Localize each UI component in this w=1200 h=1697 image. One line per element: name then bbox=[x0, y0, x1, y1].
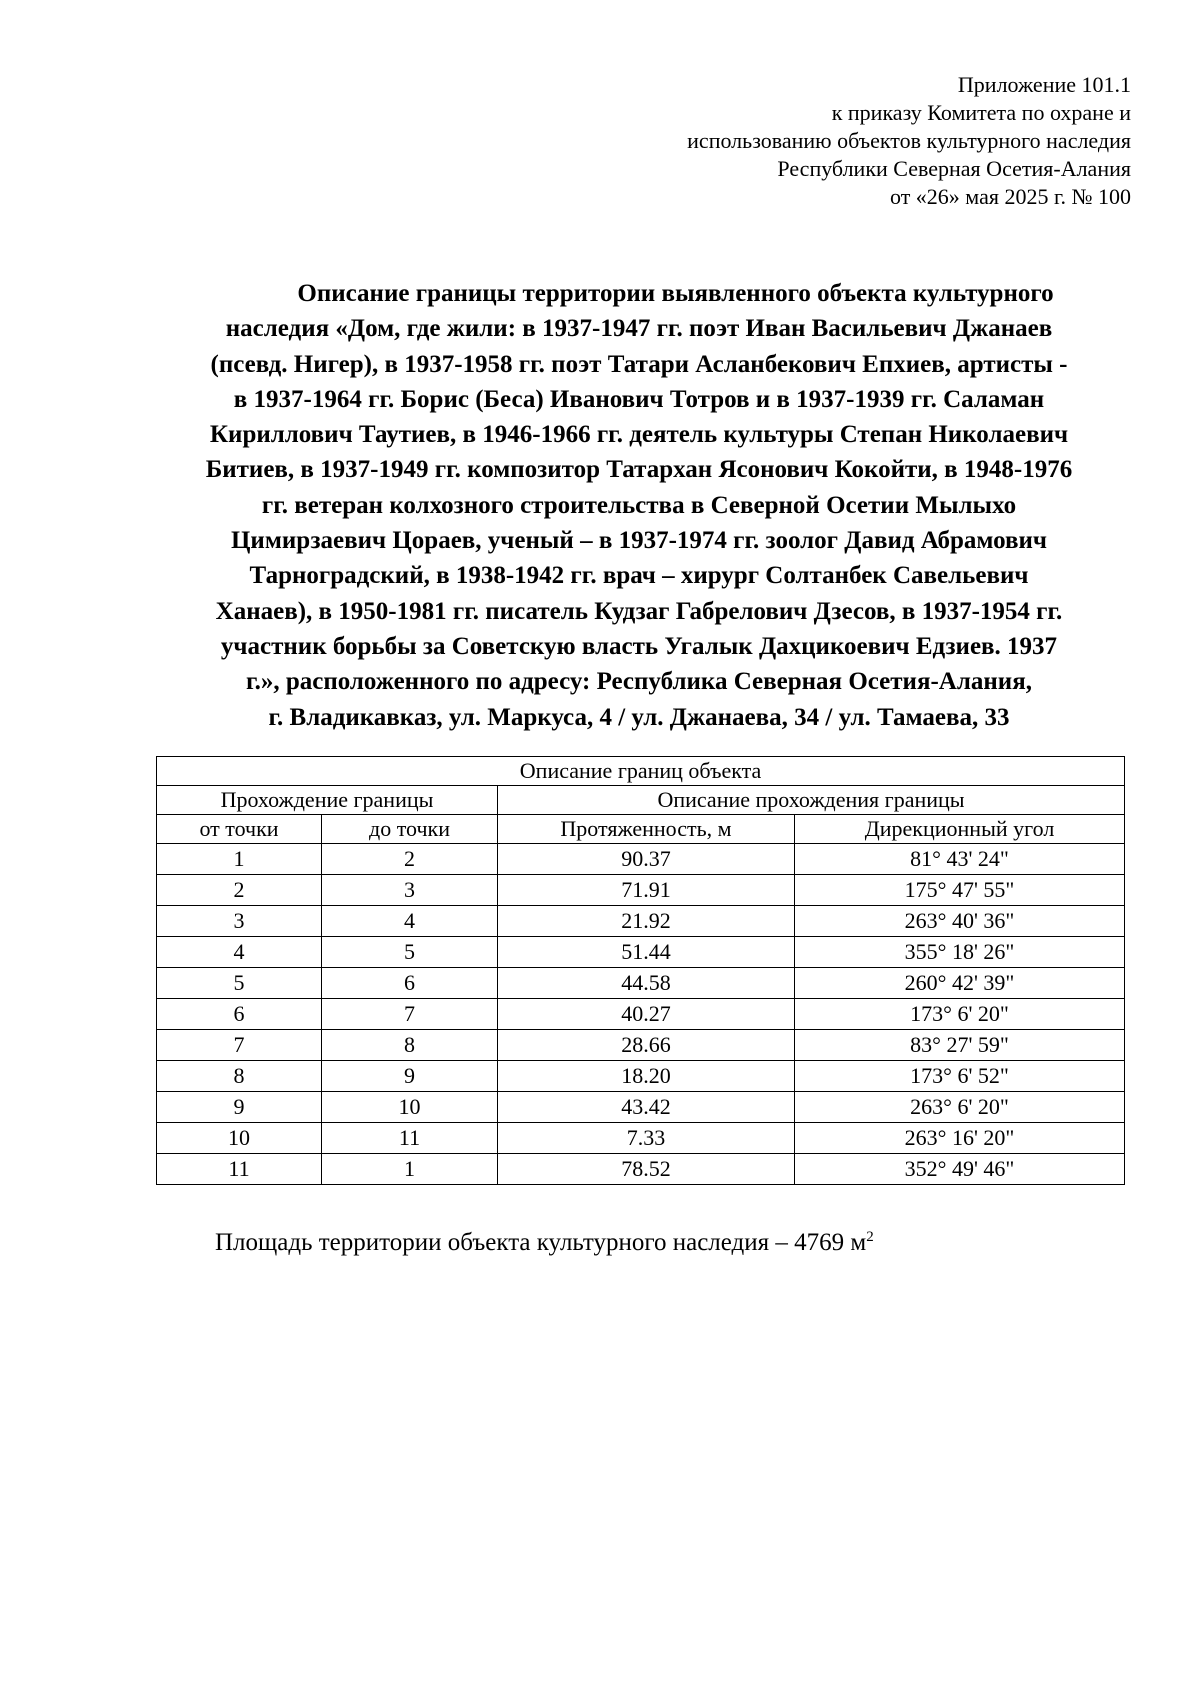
cell-length: 90.37 bbox=[498, 844, 795, 875]
table-row bbox=[157, 875, 1125, 906]
cell-length: 51.44 bbox=[498, 937, 795, 968]
title-line: Кириллович Таутиев, в 1946-1966 гг. деятель культуры Степан Николаевич bbox=[209, 421, 1069, 449]
column-header-angle: Дирекционный угол bbox=[795, 815, 1125, 844]
title-line: участник борьбы за Советскую власть Угалык Дахцикоевич Едзиев. 1937 bbox=[220, 632, 1058, 660]
cell-length: 40.27 bbox=[498, 999, 795, 1030]
column-header-to: до точки bbox=[322, 815, 498, 844]
appendix-line: Республики Северная Осетия-Алания bbox=[777, 156, 1131, 181]
table-caption: Описание границ объекта bbox=[157, 757, 1125, 786]
table-row bbox=[157, 906, 1125, 937]
table-row bbox=[157, 937, 1125, 968]
cell-from-point: 5 bbox=[157, 968, 322, 999]
area-statement bbox=[215, 1226, 874, 1260]
cell-length: 18.20 bbox=[498, 1061, 795, 1092]
cell-from-point: 2 bbox=[157, 875, 322, 906]
table-row bbox=[157, 1154, 1125, 1185]
title-line: (псевд. Нигер), в 1937-1958 гг. поэт Татари Асланбекович Епхиев, артисты - bbox=[210, 350, 1068, 378]
cell-to-point: 1 bbox=[322, 1154, 498, 1185]
table-row bbox=[157, 1061, 1125, 1092]
cell-angle: 83° 27' 59" bbox=[795, 1030, 1125, 1061]
cell-length: 43.42 bbox=[498, 1092, 795, 1123]
area-text: Площадь территории объекта культурного наследия – 4769 м bbox=[215, 1229, 867, 1256]
cell-from-point: 8 bbox=[157, 1061, 322, 1092]
table-caption-row bbox=[157, 757, 1125, 786]
cell-angle: 263° 16' 20" bbox=[795, 1123, 1125, 1154]
cell-to-point: 4 bbox=[322, 906, 498, 937]
title-line: г. Владикавказ, ул. Маркуса, 4 / ул. Джанаева, 34 / ул. Тамаева, 33 bbox=[268, 703, 1010, 731]
cell-angle: 175° 47' 55" bbox=[795, 875, 1125, 906]
cell-to-point: 2 bbox=[322, 844, 498, 875]
appendix-header bbox=[431, 71, 1131, 211]
cell-from-point: 4 bbox=[157, 937, 322, 968]
cell-from-point: 7 bbox=[157, 1030, 322, 1061]
table-row bbox=[157, 1030, 1125, 1061]
title-line: гг. ветеран колхозного строительства в Северной Осетии Мылыхо bbox=[261, 491, 1017, 519]
cell-angle: 260° 42' 39" bbox=[795, 968, 1125, 999]
cell-from-point: 11 bbox=[157, 1154, 322, 1185]
cell-angle: 352° 49' 46" bbox=[795, 1154, 1125, 1185]
table-row bbox=[157, 1092, 1125, 1123]
cell-length: 21.92 bbox=[498, 906, 795, 937]
cell-length: 7.33 bbox=[498, 1123, 795, 1154]
cell-to-point: 6 bbox=[322, 968, 498, 999]
cell-to-point: 10 bbox=[322, 1092, 498, 1123]
boundary-table bbox=[156, 756, 1125, 1185]
cell-angle: 263° 40' 36" bbox=[795, 906, 1125, 937]
cell-from-point: 1 bbox=[157, 844, 322, 875]
cell-angle: 173° 6' 52" bbox=[795, 1061, 1125, 1092]
title-line: г.», расположенного по адресу: Республика Северная Осетия-Алания, bbox=[246, 668, 1032, 696]
appendix-line: Приложение 101.1 bbox=[957, 72, 1131, 97]
cell-from-point: 3 bbox=[157, 906, 322, 937]
table-column-row bbox=[157, 815, 1125, 844]
column-header-length: Протяженность, м bbox=[498, 815, 795, 844]
appendix-line: от «26» мая 2025 г. № 100 bbox=[889, 184, 1131, 209]
title-line: Описание границы территории выявленного объекта культурного bbox=[297, 280, 1054, 307]
cell-length: 28.66 bbox=[498, 1030, 795, 1061]
table-row bbox=[157, 999, 1125, 1030]
cell-from-point: 6 bbox=[157, 999, 322, 1030]
cell-length: 71.91 bbox=[498, 875, 795, 906]
title-line: наследия «Дом, где жили: в 1937-1947 гг. поэт Иван Васильевич Джанаев bbox=[225, 315, 1053, 343]
cell-to-point: 7 bbox=[322, 999, 498, 1030]
table-row bbox=[157, 968, 1125, 999]
group-header-description: Описание прохождения границы bbox=[498, 786, 1125, 815]
title-line: Ханаев), в 1950-1981 гг. писатель Кудзаг Габрелович Дзесов, в 1937-1954 гг. bbox=[215, 597, 1063, 625]
cell-to-point: 3 bbox=[322, 875, 498, 906]
table-row bbox=[157, 1123, 1125, 1154]
group-header-passage: Прохождение границы bbox=[157, 786, 498, 815]
cell-length: 44.58 bbox=[498, 968, 795, 999]
cell-to-point: 11 bbox=[322, 1123, 498, 1154]
cell-to-point: 8 bbox=[322, 1030, 498, 1061]
title-line: в 1937-1964 гг. Борис (Беса) Иванович Тотров и в 1937-1939 гг. Саламан bbox=[233, 385, 1045, 413]
table-group-row bbox=[157, 786, 1125, 815]
appendix-line: использованию объектов культурного наследия bbox=[687, 128, 1131, 153]
column-header-from: от точки bbox=[157, 815, 322, 844]
cell-angle: 263° 6' 20" bbox=[795, 1092, 1125, 1123]
document-title bbox=[140, 276, 1138, 735]
cell-to-point: 9 bbox=[322, 1061, 498, 1092]
cell-from-point: 9 bbox=[157, 1092, 322, 1123]
cell-length: 78.52 bbox=[498, 1154, 795, 1185]
cell-from-point: 10 bbox=[157, 1123, 322, 1154]
title-line: Тарноградский, в 1938-1942 гг. врач – хирург Солтанбек Савельевич bbox=[249, 562, 1029, 590]
table-row bbox=[157, 844, 1125, 875]
cell-to-point: 5 bbox=[322, 937, 498, 968]
cell-angle: 173° 6' 20" bbox=[795, 999, 1125, 1030]
cell-angle: 355° 18' 26" bbox=[795, 937, 1125, 968]
cell-angle: 81° 43' 24" bbox=[795, 844, 1125, 875]
area-superscript: 2 bbox=[866, 1229, 874, 1245]
title-line: Цимирзаевич Цораев, ученый – в 1937-1974 гг. зоолог Давид Абрамович bbox=[230, 527, 1048, 555]
appendix-line: к приказу Комитета по охране и bbox=[831, 100, 1131, 125]
title-line: Битиев, в 1937-1949 гг. композитор Татархан Ясонович Кокойти, в 1948-1976 bbox=[205, 456, 1073, 484]
